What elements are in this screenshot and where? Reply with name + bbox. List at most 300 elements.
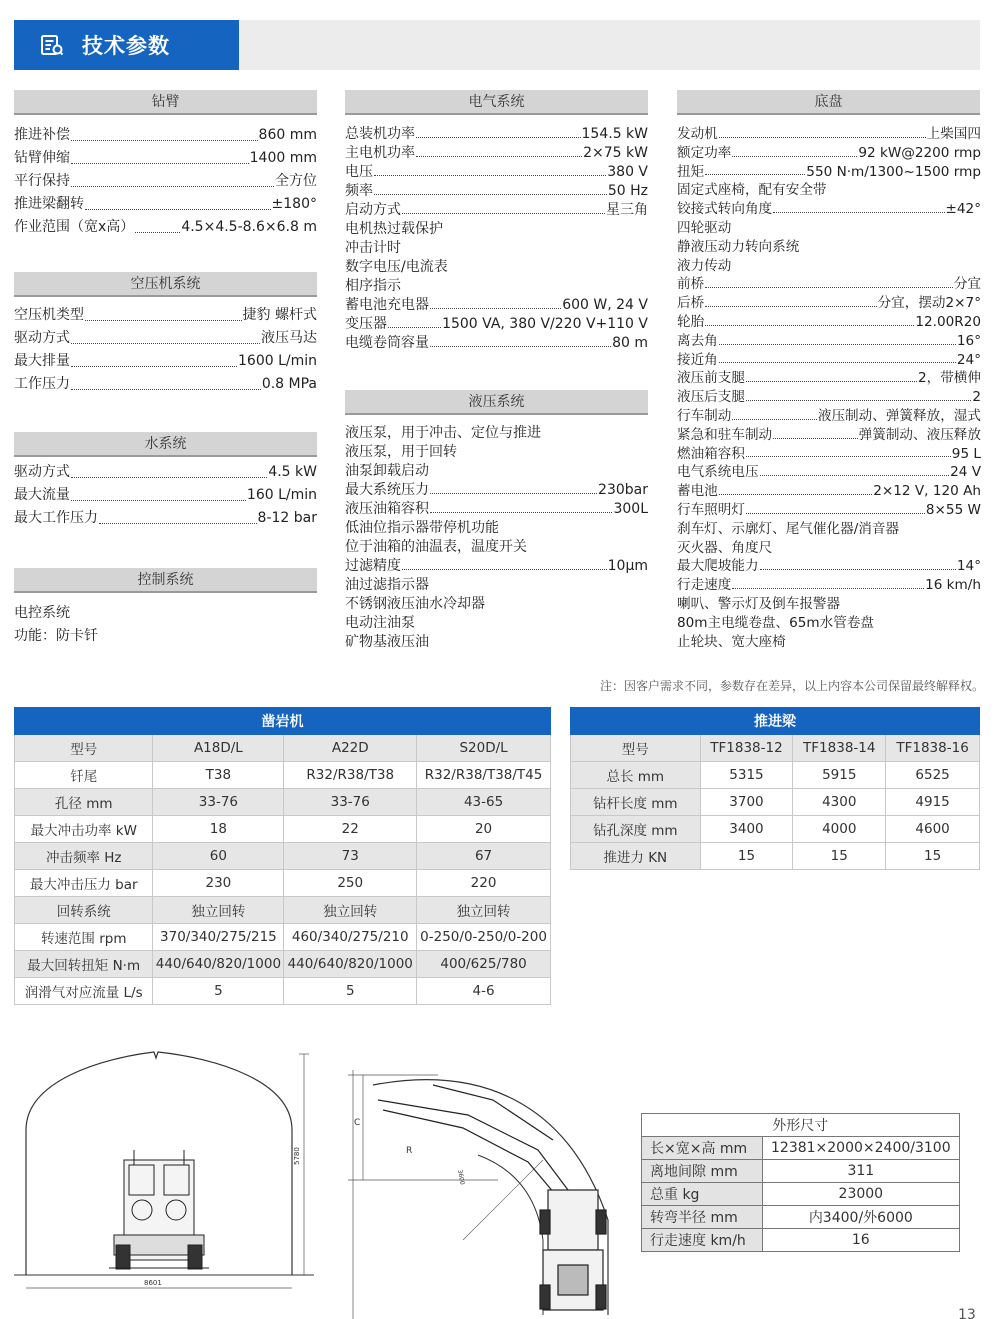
row-label-cell: 总长 mm	[571, 762, 701, 789]
spec-label: 80m主电缆卷盘、65m水管卷盘	[677, 614, 875, 631]
table-cell: 15	[700, 843, 793, 870]
spec-label: 过滤精度	[345, 558, 401, 574]
spec-value: 2×12 V, 120 Ah	[873, 483, 981, 500]
table-row	[15, 951, 551, 978]
dot-leader	[732, 407, 817, 420]
table-cell: 5315	[700, 762, 793, 789]
spec-value: 14°	[956, 558, 981, 575]
dimension-value: 16	[763, 1229, 960, 1252]
hydraulic-spec-row	[345, 633, 648, 652]
table-row	[571, 789, 980, 816]
table-cell: A22D	[284, 735, 417, 762]
spec-value: ±42°	[945, 201, 981, 218]
water-spec-row	[14, 507, 317, 530]
table-cell: 43-65	[417, 789, 551, 816]
chassis-spec-row	[677, 557, 981, 576]
chassis-spec-row	[677, 482, 981, 501]
spec-value: 1400 mm	[249, 150, 317, 166]
spec-value: 全方位	[275, 173, 317, 189]
electrical-spec-row	[345, 277, 648, 296]
chassis-spec-row	[677, 351, 981, 370]
table-cell: 20	[417, 816, 551, 843]
dot-leader	[746, 388, 971, 401]
chassis-spec-row	[677, 369, 981, 388]
dot-leader	[705, 275, 953, 288]
dot-leader	[402, 201, 605, 214]
dot-leader	[71, 350, 237, 367]
spec-label: 总装机功率	[345, 126, 415, 142]
hydraulic-spec-row	[345, 595, 648, 614]
electrical-spec-row	[345, 315, 648, 334]
spec-label: 轮胎	[677, 313, 705, 330]
spec-label: 最大流量	[14, 487, 70, 503]
table-cell: 60	[153, 843, 284, 870]
chassis-spec-row	[677, 445, 981, 464]
hydraulic-spec-row	[345, 424, 648, 443]
table-cell: 4300	[793, 789, 886, 816]
control-spec-list	[14, 602, 317, 648]
spec-label: 扭矩	[677, 163, 705, 180]
hydraulic-spec-row	[345, 576, 648, 595]
spec-value: ±180°	[271, 196, 317, 212]
dot-leader	[374, 182, 607, 195]
spec-label: 驱动方式	[14, 464, 70, 480]
chassis-spec-row	[677, 275, 981, 294]
dot-leader	[760, 557, 956, 570]
spec-label: 矿物基液压油	[345, 634, 429, 650]
table-cell: 15	[886, 843, 980, 870]
boom-spec-row	[14, 147, 317, 170]
chassis-spec-row	[677, 501, 981, 520]
dot-leader	[388, 315, 441, 328]
spec-label: 油泵卸载启动	[345, 463, 429, 479]
feed-beam-table	[570, 707, 980, 870]
chassis-spec-row	[677, 294, 981, 313]
dot-leader	[430, 334, 611, 347]
spec-label: 推进梁翻转	[14, 196, 84, 212]
feed-beam-table-title: 推进梁	[571, 708, 980, 735]
chassis-spec-row	[677, 200, 981, 219]
drill-boom-icon	[378, 1085, 606, 1310]
spec-value: 10μm	[607, 558, 648, 574]
spec-label: 不锈钢液压油水冷却器	[345, 596, 485, 612]
table-cell: 400/625/780	[417, 951, 551, 978]
table-cell: 15	[793, 843, 886, 870]
spec-value: 0.8 MPa	[261, 376, 317, 392]
dot-leader	[705, 163, 805, 176]
spec-value: 2，带横伸	[917, 370, 981, 387]
table-cell: 67	[417, 843, 551, 870]
spec-label: 发动机	[677, 126, 718, 142]
dot-leader	[760, 463, 950, 476]
table-cell: TF1838-12	[700, 735, 793, 762]
electrical-spec-row	[345, 201, 648, 220]
dot-leader	[719, 125, 926, 138]
chassis-spec-row	[677, 144, 981, 163]
spec-value: 160 L/min	[246, 487, 317, 503]
chassis-spec-row	[677, 407, 981, 426]
chassis-spec-row	[677, 633, 981, 652]
table-cell: TF1838-14	[793, 735, 886, 762]
spec-label: 低油位指示器带停机功能	[345, 520, 499, 536]
chassis-spec-row	[677, 332, 981, 351]
spec-value: 星三角	[606, 202, 648, 218]
table-cell: 5	[153, 978, 284, 1005]
row-label-cell: 最大冲击功率 kW	[15, 816, 153, 843]
disclaimer-note: 注：因客户需求不同，参数存在差异，以上内容本公司保留最终解释权。	[599, 679, 984, 693]
hydraulic-spec-list	[345, 424, 648, 652]
spec-value: 液压制动、弹簧释放，湿式	[817, 407, 981, 424]
chassis-spec-list	[677, 125, 981, 651]
dot-leader	[71, 461, 267, 478]
dot-leader	[71, 327, 260, 344]
electrical-spec-row	[345, 182, 648, 201]
table-cell: TF1838-16	[886, 735, 980, 762]
spec-label: 电压	[345, 164, 373, 180]
dot-leader	[430, 481, 597, 494]
row-label-cell: 钻杆长度 mm	[571, 789, 701, 816]
boom-spec-row	[14, 193, 317, 216]
spec-label: 电机热过载保护	[345, 221, 443, 237]
boom-spec-row	[14, 124, 317, 147]
boom-section-title: 钻臂	[14, 90, 317, 115]
spec-label: 最大爬坡能力	[677, 558, 759, 575]
spec-value: 95 L	[951, 445, 981, 462]
chassis-spec-row	[677, 520, 981, 539]
table-cell: 440/640/820/1000	[153, 951, 284, 978]
spec-label: 工作压力	[14, 376, 70, 392]
electrical-section-title: 电气系统	[345, 90, 648, 115]
spec-label: 空压机类型	[14, 307, 84, 323]
table-cell: 5915	[793, 762, 886, 789]
spec-value: 分宜	[953, 276, 981, 293]
row-label-cell: 回转系统	[15, 897, 153, 924]
table-cell: 33-76	[284, 789, 417, 816]
electrical-spec-row	[345, 258, 648, 277]
electrical-spec-row	[345, 163, 648, 182]
spec-label: 电缆卷筒容量	[345, 335, 429, 351]
dot-leader	[416, 144, 582, 157]
spec-label: 数字电压/电流表	[345, 259, 448, 275]
chassis-spec-row	[677, 426, 981, 445]
table-cell: 73	[284, 843, 417, 870]
spec-value: 4.5×4.5-8.6×6.8 m	[181, 219, 317, 235]
dot-leader	[71, 484, 246, 501]
table-row	[15, 735, 551, 762]
spec-label: 灭火器、角度尺	[677, 539, 773, 556]
chassis-spec-row	[677, 595, 981, 614]
hydraulic-section-title: 液压系统	[345, 390, 648, 415]
spec-value: 2×75 kW	[583, 145, 648, 161]
dot-leader	[85, 304, 242, 321]
spec-label: 后桥	[677, 295, 705, 312]
spec-value: 8×55 W	[925, 501, 981, 518]
compressor-spec-row	[14, 350, 317, 373]
spec-value: 4.5 kW	[268, 464, 317, 480]
control-line: 电控系统	[14, 605, 70, 621]
front-view-drawing	[14, 1040, 320, 1302]
spec-label: 液压前支腿	[677, 370, 745, 387]
dot-leader	[719, 482, 872, 495]
spec-label: 行走速度	[677, 577, 732, 594]
table-cell: 370/340/275/215	[153, 924, 284, 951]
table-cell: 22	[284, 816, 417, 843]
turning-radius-drawing	[338, 1060, 628, 1319]
dot-leader	[705, 294, 876, 307]
spec-label: 最大排量	[14, 353, 70, 369]
dot-leader	[71, 124, 258, 141]
table-row	[571, 762, 980, 789]
hydraulic-spec-row	[345, 462, 648, 481]
front-height-label: 5780	[293, 1147, 301, 1165]
row-label-cell: 最大回转扭矩 N·m	[15, 951, 153, 978]
spec-label: 液压泵，用于回转	[345, 444, 457, 460]
table-row	[571, 843, 980, 870]
chassis-spec-row	[677, 463, 981, 482]
chassis-spec-row	[677, 539, 981, 558]
table-cell: A18D/L	[153, 735, 284, 762]
control-line: 功能：防卡钎	[14, 628, 98, 644]
spec-label: 变压器	[345, 316, 387, 332]
compressor-spec-list	[14, 304, 317, 396]
compressor-spec-row	[14, 327, 317, 350]
chassis-spec-row	[677, 388, 981, 407]
row-label-cell: 孔径 mm	[15, 789, 153, 816]
dot-leader	[430, 500, 612, 513]
page-number: 13	[958, 1308, 976, 1319]
spec-value: 154.5 kW	[581, 126, 648, 142]
dimension-label: 总重 kg	[642, 1183, 763, 1206]
chassis-spec-row	[677, 125, 981, 144]
dimensions-title: 外形尺寸	[642, 1114, 960, 1137]
table-cell: 220	[417, 870, 551, 897]
compressor-section-title: 空压机系统	[14, 272, 317, 297]
dot-leader	[705, 313, 914, 326]
chassis-spec-row	[677, 257, 981, 276]
chassis-spec-row	[677, 576, 981, 595]
dimension-label: 长×宽×高 mm	[642, 1137, 763, 1160]
table-cell: 4000	[793, 816, 886, 843]
dot-leader	[773, 200, 944, 213]
dot-leader	[99, 507, 257, 524]
spec-label: 电气系统电压	[677, 464, 759, 481]
table-row	[15, 978, 551, 1005]
spec-value: 8-12 bar	[257, 510, 317, 526]
boom-spec-row	[14, 216, 317, 239]
table-cell: R32/R38/T38/T45	[417, 762, 551, 789]
table-cell: 4600	[886, 816, 980, 843]
spec-label: 四轮驱动	[677, 219, 732, 236]
chassis-spec-row	[677, 219, 981, 238]
hydraulic-spec-row	[345, 614, 648, 633]
control-section-title: 控制系统	[14, 568, 317, 593]
dot-leader	[732, 144, 857, 157]
spec-value: 上柴国四	[926, 126, 981, 142]
row-label-cell: 钻孔深度 mm	[571, 816, 701, 843]
dot-leader	[719, 332, 956, 345]
electrical-spec-row	[345, 144, 648, 163]
water-spec-row	[14, 484, 317, 507]
electrical-spec-row	[345, 125, 648, 144]
table-cell: 4-6	[417, 978, 551, 1005]
dot-leader	[71, 373, 261, 390]
spec-value: 550 N·m/1300~1500 rmp	[806, 163, 981, 180]
water-spec-list	[14, 461, 317, 530]
spec-label: 静液压动力转向系统	[677, 238, 800, 255]
compressor-spec-row	[14, 373, 317, 396]
spec-value: 92 kW@2200 rmp	[858, 144, 981, 161]
spec-value: 80 m	[612, 335, 648, 351]
table-cell: 230	[153, 870, 284, 897]
table-row	[15, 924, 551, 951]
spec-label: 作业范围（宽x高）	[14, 219, 135, 235]
table-cell: 6525	[886, 762, 980, 789]
spec-value: 300L	[613, 501, 648, 517]
spec-label: 刹车灯、示廓灯、尾气催化器/消音器	[677, 520, 900, 537]
dot-leader	[85, 193, 271, 210]
dot-leader	[71, 147, 249, 164]
page-title: 技术参数	[82, 34, 170, 58]
header-tab	[14, 20, 239, 70]
dot-leader	[746, 501, 925, 514]
spec-label: 推进补偿	[14, 127, 70, 143]
front-width-label: 8601	[144, 1279, 162, 1287]
spec-label: 冲击计时	[345, 240, 401, 256]
table-row	[15, 789, 551, 816]
spec-label: 前桥	[677, 276, 705, 293]
spec-label: 额定功率	[677, 144, 732, 161]
dot-leader	[773, 426, 858, 439]
spec-value: 1500 VA, 380 V/220 V+110 V	[442, 316, 648, 332]
hydraulic-spec-row	[345, 557, 648, 576]
spec-label: 液压油箱容积	[345, 501, 429, 517]
dimensions-table	[641, 1113, 960, 1252]
spec-value: 弹簧制动、液压释放	[858, 426, 981, 443]
spec-label: 电动注油泵	[345, 615, 415, 631]
spec-value: 24 V	[950, 464, 981, 481]
spec-label: 驱动方式	[14, 330, 70, 346]
table-cell: T38	[153, 762, 284, 789]
dot-leader	[135, 216, 180, 233]
drill-rig-front-icon	[109, 1150, 209, 1269]
table-cell: 460/340/275/210	[284, 924, 417, 951]
spec-value: 1600 L/min	[238, 353, 317, 369]
table-row	[15, 870, 551, 897]
spec-value: 24°	[956, 351, 981, 368]
spec-label: 燃油箱容积	[677, 445, 745, 462]
table-cell: 5	[284, 978, 417, 1005]
spec-label: 蓄电池	[677, 483, 718, 500]
dimension-label: 离地间隙 mm	[642, 1160, 763, 1183]
chassis-spec-row	[677, 313, 981, 332]
dimension-value: 23000	[763, 1183, 960, 1206]
table-cell: 3400	[700, 816, 793, 843]
spec-label: 启动方式	[345, 202, 401, 218]
spec-label: 喇叭、警示灯及倒车报警器	[677, 595, 841, 612]
chassis-spec-row	[677, 238, 981, 257]
dot-leader	[402, 557, 607, 570]
boom-spec-list	[14, 124, 317, 239]
dot-leader	[416, 125, 581, 138]
row-label-cell: 型号	[571, 735, 701, 762]
chassis-spec-row	[677, 181, 981, 200]
dimension-value: 内3400/外6000	[763, 1206, 960, 1229]
spec-label: 蓄电池充电器	[345, 297, 429, 313]
table-cell: 独立回转	[284, 897, 417, 924]
table-row	[15, 816, 551, 843]
spec-label: 最大系统压力	[345, 482, 429, 498]
spec-value: 分宜，摆动2×7°	[877, 295, 981, 312]
dot-leader	[719, 351, 956, 364]
electrical-spec-row	[345, 220, 648, 239]
row-label-cell: 钎尾	[15, 762, 153, 789]
spec-label: 相序指示	[345, 278, 401, 294]
dot-leader	[746, 369, 917, 382]
spec-value: 16°	[956, 332, 981, 349]
spec-value: 液压马达	[261, 330, 317, 346]
row-label-cell: 润滑气对应流量 L/s	[15, 978, 153, 1005]
table-cell: R32/R38/T38	[284, 762, 417, 789]
rock-drill-table	[14, 707, 551, 1005]
table-cell: 3700	[700, 789, 793, 816]
table-cell: 4915	[886, 789, 980, 816]
spec-value: 2	[972, 389, 981, 406]
spec-label: 行车制动	[677, 407, 732, 424]
hydraulic-spec-row	[345, 500, 648, 519]
table-cell: 440/640/820/1000	[284, 951, 417, 978]
spec-label: 主电机功率	[345, 145, 415, 161]
row-label-cell: 转速范围 rpm	[15, 924, 153, 951]
spec-label: 最大工作压力	[14, 510, 98, 526]
table-row	[571, 735, 980, 762]
table-row	[571, 816, 980, 843]
row-label-cell: 推进力 KN	[571, 843, 701, 870]
electrical-spec-list	[345, 125, 648, 353]
electrical-spec-row	[345, 239, 648, 258]
table-cell: 33-76	[153, 789, 284, 816]
spec-value: 380 V	[607, 164, 648, 180]
spec-value: 12.00R20	[915, 313, 981, 330]
spec-label: 钻臂伸缩	[14, 150, 70, 166]
table-cell: S20D/L	[417, 735, 551, 762]
hydraulic-spec-row	[345, 538, 648, 557]
table-row	[15, 762, 551, 789]
spec-value: 捷豹 螺杆式	[242, 307, 317, 323]
row-label-cell: 冲击频率 Hz	[15, 843, 153, 870]
dimension-label: 行走速度 km/h	[642, 1229, 763, 1252]
spec-value: 16 km/h	[925, 577, 981, 594]
spec-label: 铰接式转向角度	[677, 201, 773, 218]
spec-value: 50 Hz	[607, 183, 648, 199]
row-label-cell: 最大冲击压力 bar	[15, 870, 153, 897]
spec-label: 液压泵，用于冲击、定位与推进	[345, 425, 541, 441]
table-cell: 独立回转	[417, 897, 551, 924]
table-cell: 独立回转	[153, 897, 284, 924]
row-label-cell: 型号	[15, 735, 153, 762]
dimension-value: 311	[763, 1160, 960, 1183]
spec-value: 860 mm	[258, 127, 317, 143]
spec-value: 230bar	[598, 482, 648, 498]
compressor-spec-row	[14, 304, 317, 327]
spec-label: 止轮块、宽大座椅	[677, 633, 786, 650]
table-cell: 18	[153, 816, 284, 843]
spec-label: 位于油箱的油温表，温度开关	[345, 539, 527, 555]
table-row	[15, 843, 551, 870]
table-cell: 0-250/0-250/0-200	[417, 924, 551, 951]
side-c-label: C	[354, 1118, 361, 1128]
spec-label: 平行保持	[14, 173, 70, 189]
water-spec-row	[14, 461, 317, 484]
